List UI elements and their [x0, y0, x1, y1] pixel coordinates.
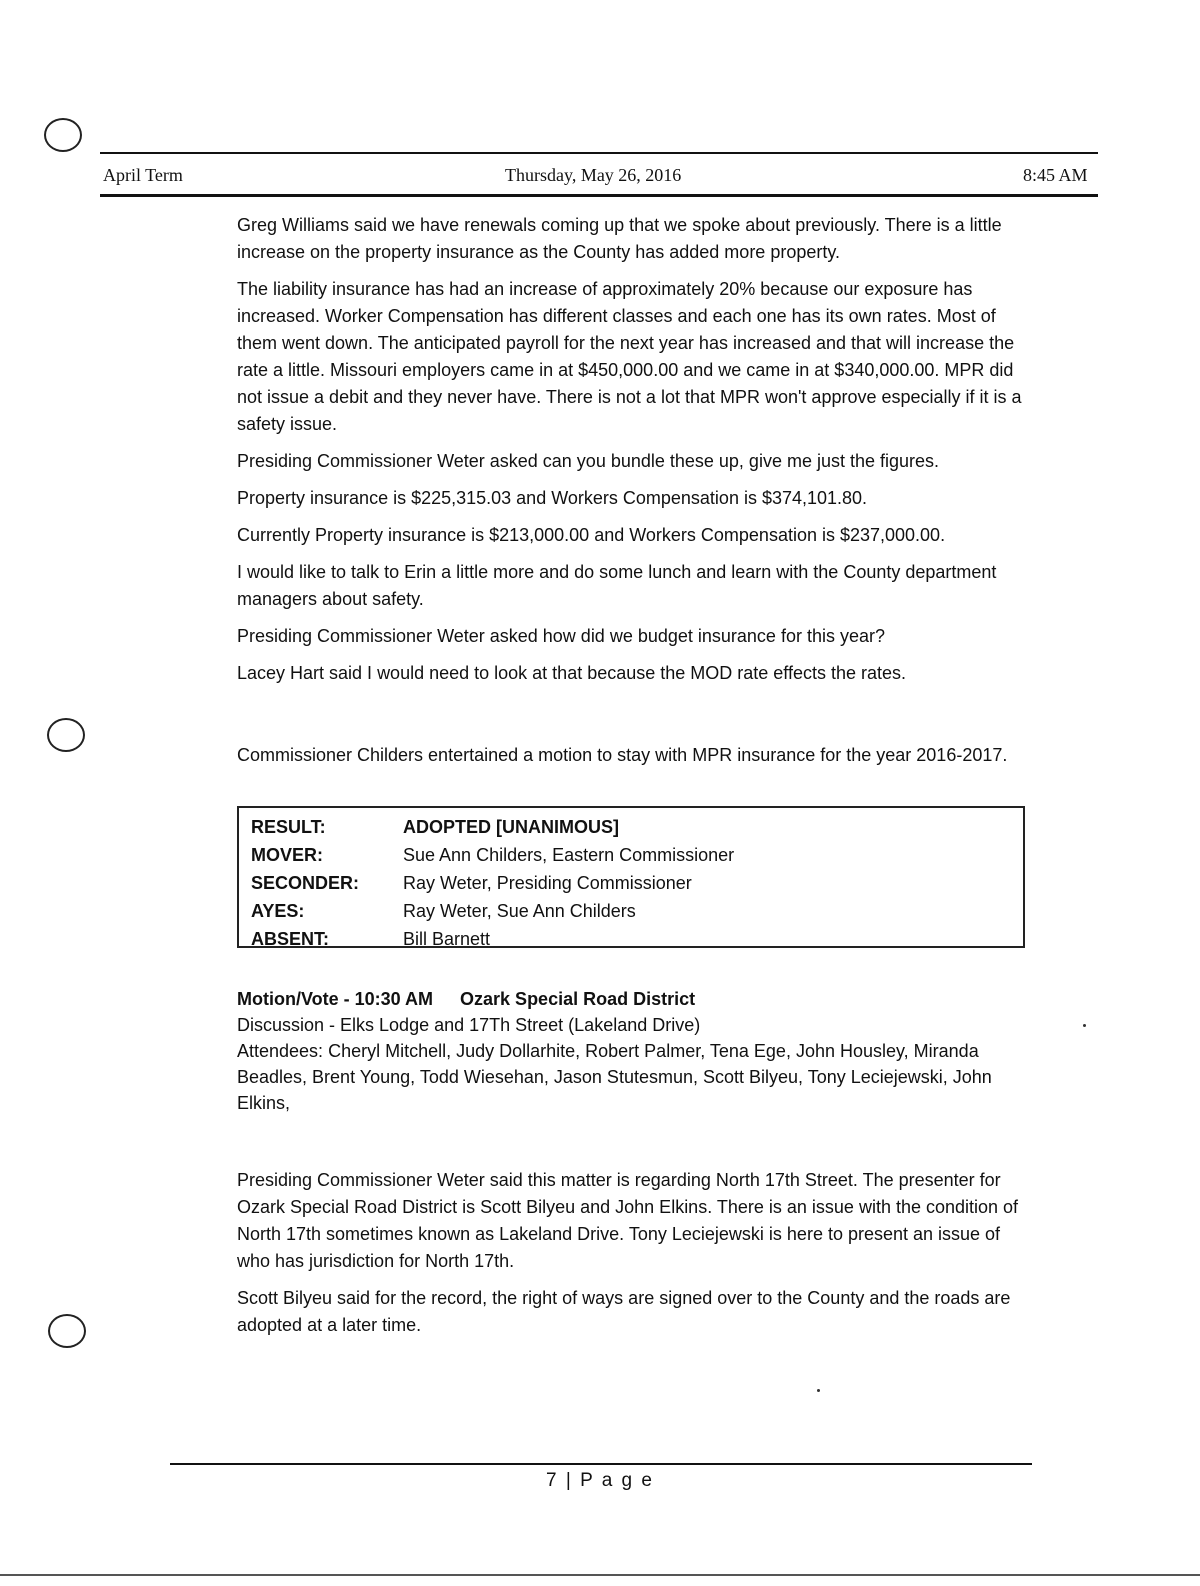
attendees-line: Attendees: Cheryl Mitchell, Judy Dollarhite, Robert Palmer, Tena Ege, John Housley, Miranda Beadles, Brent Young, Todd Wiesehan, Jason Stutesmun, Scott Bilyeu, Tony Leciejewski, John Elkins,: [237, 1041, 992, 1113]
result-value: ADOPTED [UNANIMOUS]: [403, 817, 619, 837]
header-bottom-rule: [100, 194, 1098, 197]
discussion-line: Discussion - Elks Lodge and 17Th Street (Lakeland Drive): [237, 1015, 701, 1035]
motion-vote-block: [237, 986, 1037, 1116]
header-date: Thursday, May 26, 2016: [505, 165, 682, 185]
result-label: RESULT:: [251, 817, 326, 837]
ayes-label: AYES:: [251, 901, 305, 921]
motion-intro: Commissioner Childers entertained a motion to stay with MPR insurance for the year 2016-2017.: [237, 745, 1008, 765]
paragraph: Presiding Commissioner Weter asked can you bundle these up, give me just the figures.: [237, 451, 940, 471]
absent-label: ABSENT:: [251, 929, 330, 949]
motion-vote-heading: Motion/Vote - 10:30 AM: [237, 989, 434, 1009]
binder-hole-middle: [47, 718, 85, 752]
ayes-value: Ray Weter, Sue Ann Childers: [403, 901, 636, 921]
motion-vote-subject: Ozark Special Road District: [460, 989, 696, 1009]
footer-rule: [170, 1463, 1032, 1465]
scan-speck: [817, 1389, 820, 1392]
binder-hole-bottom: [48, 1314, 86, 1348]
scan-bottom-edge: [0, 1574, 1200, 1576]
page-number: 7 | P a g e: [546, 1470, 654, 1491]
motion-vote-heading-line: [237, 986, 1037, 1012]
seconder-value: Ray Weter, Presiding Commissioner: [403, 873, 692, 893]
mover-label: MOVER:: [251, 845, 323, 865]
binder-hole-top: [44, 118, 82, 152]
paragraph: Greg Williams said we have renewals coming up that we spoke about previously. There is a little increase on the property insurance as the County has added more property.: [237, 215, 1002, 262]
paragraph: Presiding Commissioner Weter said this matter is regarding North 17th Street. The presenter for Ozark Special Road District is Scott Bilyeu and John Elkins. There is an issue with the condition of North 17th sometimes known as Lakeland Drive. Tony Leciejewski is here to present an issue of who has jurisdiction for North 17th.: [237, 1170, 1019, 1271]
paragraph: The liability insurance has had an increase of approximately 20% because our exposure has increased. Worker Compensation has different classes and each one has its own rates. Most of them went down. The anticipated payroll for the next year has increased and that will increase the rate a little. Missouri employers came in at $450,000.00 and we came in at $340,000.00. MPR did not issue a debit and they never have. There is not a lot that MPR won't approve especially if it is a safety issue.: [237, 279, 1022, 434]
paragraph: Presiding Commissioner Weter asked how did we budget insurance for this year?: [237, 626, 885, 646]
header-time: 8:45 AM: [1023, 165, 1088, 185]
paragraph: Scott Bilyeu said for the record, the right of ways are signed over to the County and the roads are adopted at a later time.: [237, 1288, 1011, 1335]
paragraph: Currently Property insurance is $213,000.00 and Workers Compensation is $237,000.00.: [237, 525, 946, 545]
seconder-label: SECONDER:: [251, 873, 360, 893]
road-district-discussion: [237, 1167, 1037, 1349]
header-top-rule: [100, 152, 1098, 154]
paragraph: I would like to talk to Erin a little more and do some lunch and learn with the County department managers about safety.: [237, 562, 997, 609]
absent-value: Bill Barnett: [403, 929, 491, 949]
mover-value: Sue Ann Childers, Eastern Commissioner: [403, 845, 735, 865]
insurance-discussion: [237, 212, 1037, 697]
header-term: April Term: [103, 165, 183, 185]
scan-speck: [1083, 1024, 1086, 1027]
paragraph: Lacey Hart said I would need to look at that because the MOD rate effects the rates.: [237, 663, 907, 683]
result-table: [237, 806, 1025, 948]
paragraph: Property insurance is $225,315.03 and Workers Compensation is $374,101.80.: [237, 488, 868, 508]
